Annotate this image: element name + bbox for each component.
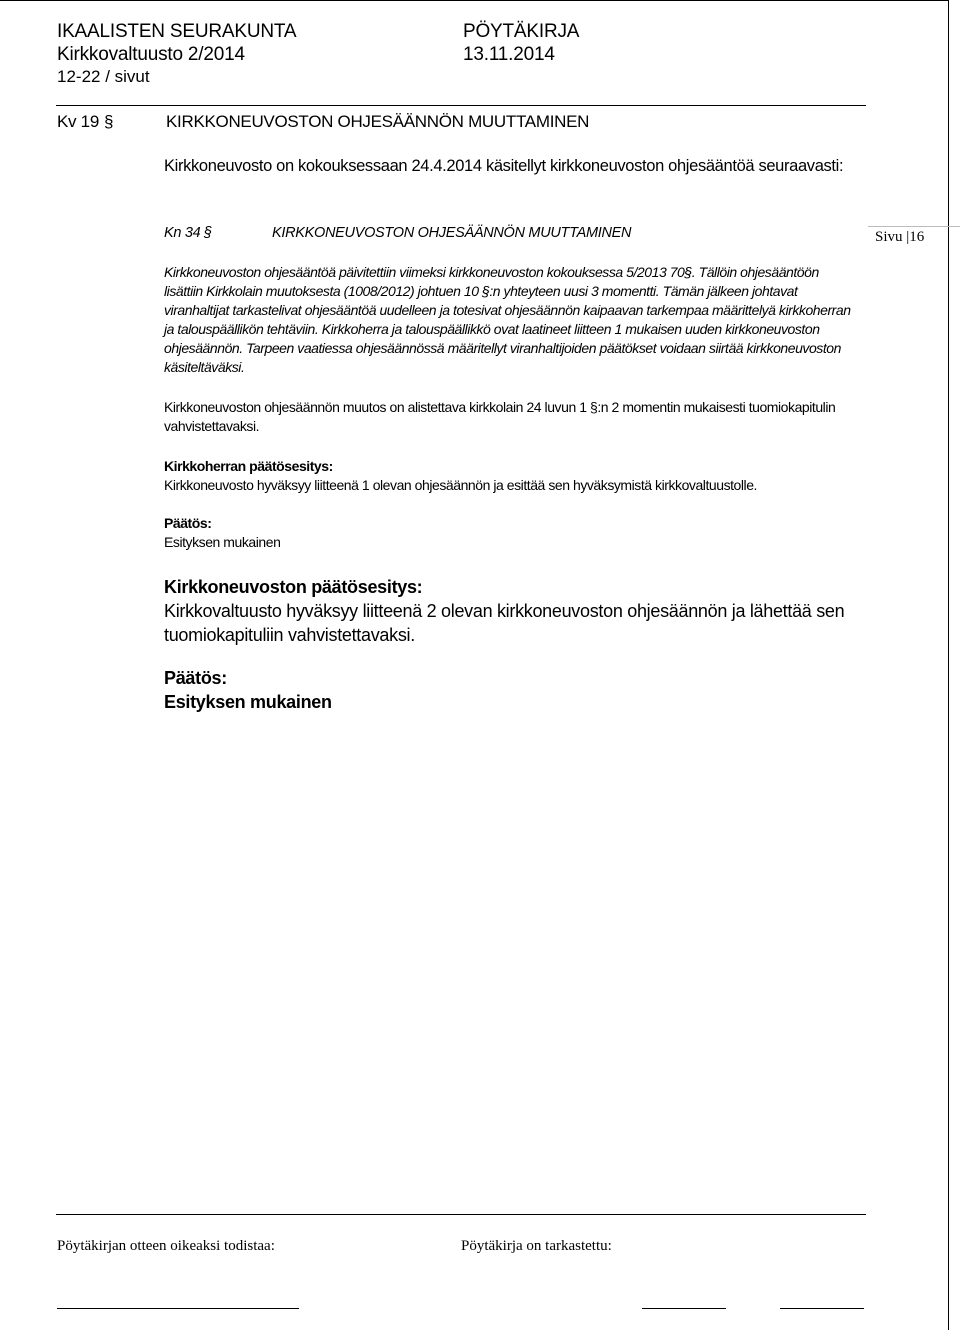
- section-title: KIRKKONEUVOSTON OHJESÄÄNNÖN MUUTTAMINEN: [166, 112, 590, 131]
- page-number: 16: [909, 229, 925, 245]
- footer-rule: [56, 1214, 866, 1215]
- meeting-date: 13.11.2014: [463, 44, 555, 65]
- quoted-paragraph-1: Kirkkoneuvoston ohjesääntöä päivitettiin viimeksi kirkkoneuvoston kokouksessa 5/2013 70§. Tällöin ohjesääntöön lisättiin Kirkkolain muutoksesta (1008/2012) johtuen 10 §:n yhteyteen uusi 3 momentti. Tämän jälkeen johtavat viranhaltijat tarkastelivat ohjesääntöä uudelleen ja totesivat ohjesäännön kaipaavan tarkempaa määrittelyä kirkkoherran ja talouspäällikön tehtäviin. Kirkkoherra ja talouspäällikkö ovat laatineet liitteen 1 mukaisen uuden kirkkoneuvoston ohjesäännön. Tarpeen vaatiessa ohjesäännössä määritellyt viranhaltijoiden päätökset voidaan siirtää kirkkoneuvoston käsiteltäväksi.: [164, 264, 851, 375]
- quoted-decision-text: Esityksen mukainen: [164, 534, 281, 550]
- quoted-proposal-text: Kirkkoneuvosto hyväksyy liitteenä 1 olevan ohjesäännön ja esittää sen hyväksymistä kirkkovaltuustolle.: [164, 477, 757, 493]
- section-number: Kv 19: [57, 112, 99, 131]
- main-decision-text: Esityksen mukainen: [164, 692, 332, 712]
- meeting-name: Kirkkovaltuusto 2/2014: [57, 44, 245, 65]
- section-symbol: §: [104, 112, 114, 131]
- page-label: Sivu: [875, 229, 903, 245]
- section-intro: Kirkkoneuvosto on kokouksessaan 24.4.2014 käsitellyt kirkkoneuvoston ohjesääntöä seuraavasti:: [164, 157, 844, 175]
- page-indicator: [875, 229, 924, 246]
- signature-line-right: [780, 1308, 864, 1309]
- signature-line-middle: [642, 1308, 726, 1309]
- quoted-number: Kn 34: [164, 225, 201, 241]
- doc-type: PÖYTÄKIRJA: [463, 21, 580, 42]
- quoted-paragraph-2: Kirkkoneuvoston ohjesäännön muutos on alistettava kirkkolain 24 luvun 1 §:n 2 momentin mukaisesti tuomiokapitulin vahvistettavaksi.: [164, 399, 836, 434]
- footer-right-label: Pöytäkirja on tarkastettu:: [461, 1238, 612, 1254]
- signature-line-left: [57, 1308, 299, 1309]
- page-border-top: [0, 0, 948, 1]
- header-rule: [56, 105, 866, 106]
- main-proposal-heading: Kirkkoneuvoston päätösesitys:: [164, 577, 423, 597]
- footer-left-label: Pöytäkirjan otteen oikeaksi todistaa:: [57, 1238, 275, 1254]
- main-proposal-text: Kirkkovaltuusto hyväksyy liitteenä 2 olevan kirkkoneuvoston ohjesäännön ja lähettää sen tuomiokapituliin vahvistettavaksi.: [164, 601, 845, 645]
- page-separator: |: [906, 229, 910, 245]
- page-tab-line: [868, 226, 960, 227]
- quoted-proposal-heading: Kirkkoherran päätösesitys:: [164, 458, 333, 474]
- quoted-decision-heading: Päätös:: [164, 515, 212, 531]
- main-decision-heading: Päätös:: [164, 668, 227, 688]
- org-name: IKAALISTEN SEURAKUNTA: [57, 21, 297, 42]
- page-range: 12-22 / sivut: [57, 67, 150, 86]
- quoted-symbol: §: [204, 225, 213, 241]
- quoted-title: KIRKKONEUVOSTON OHJESÄÄNNÖN MUUTTAMINEN: [272, 225, 632, 241]
